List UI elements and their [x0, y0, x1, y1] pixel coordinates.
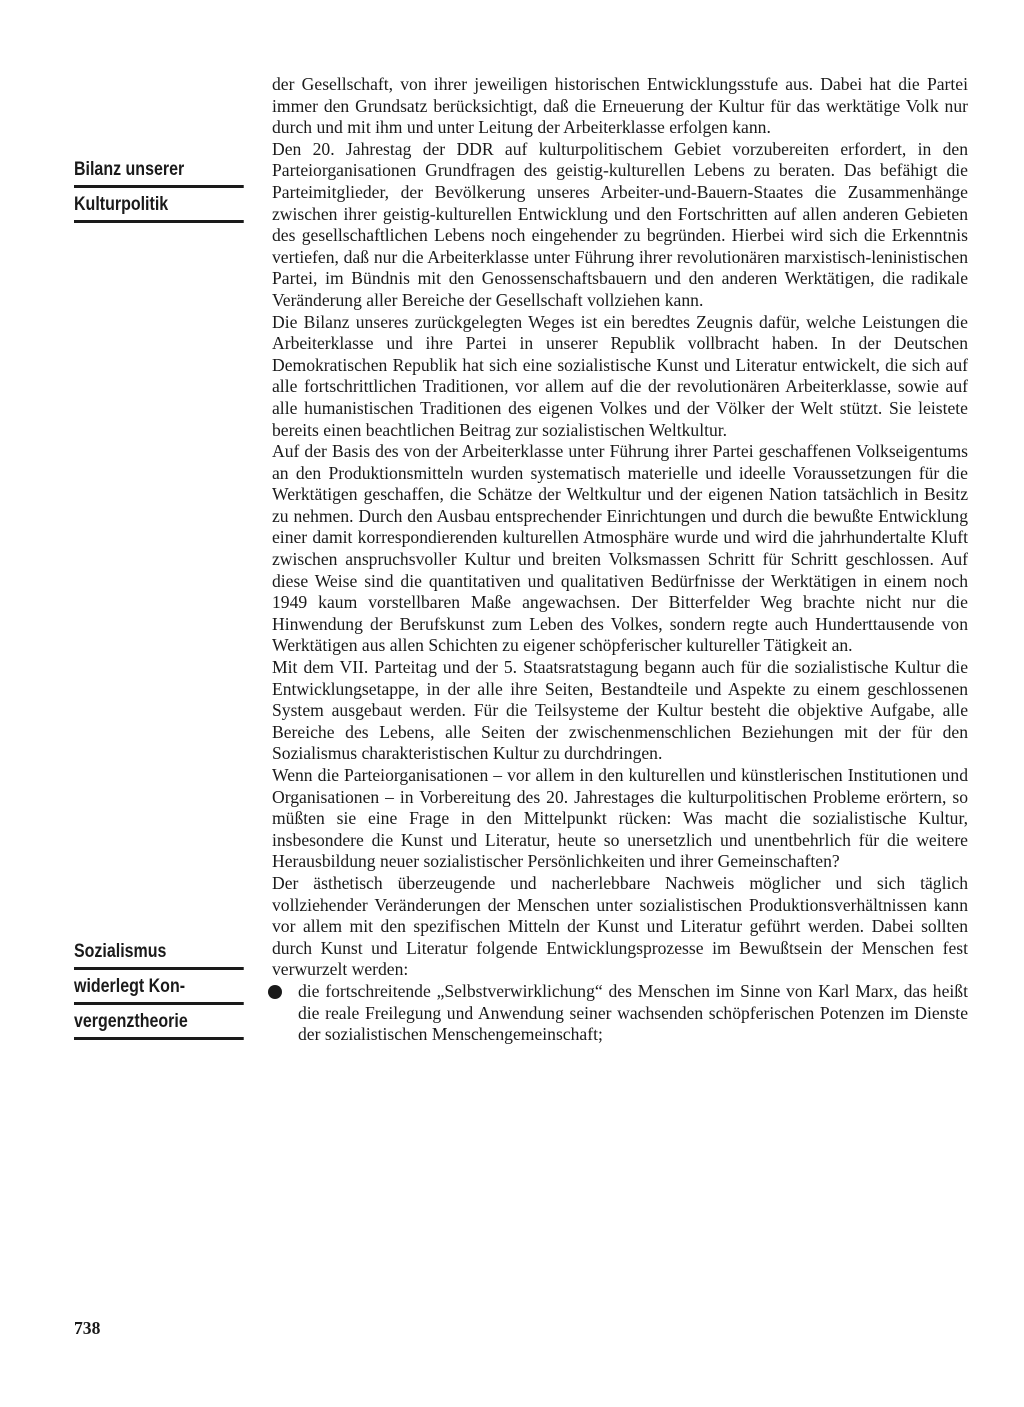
sidebar-heading-kulturpolitik — [74, 153, 213, 223]
bullet-text: die fortschreitende „Selbstverwirklichung“ des Menschen im Sinne von Karl Marx, das heißt die reale Freilegung und Anwendung seiner wachsenden schöpferischen Potenzen im Dienste der sozialistischen Menschengemeinschaft; — [298, 980, 968, 1045]
bullet-list-item — [272, 981, 968, 1046]
sidebar-heading-konvergenztheorie — [74, 935, 213, 1040]
body-paragraph: Mit dem VII. Parteitag und der 5. Staatsratstagung begann auch für die sozialistische Kultur die Entwicklungsetappe, in der alle ihre Seiten, Bestandteile und Aspekte zu einem geschlossenen System ausgebaut werden. Für die Teilsysteme der Kultur besteht die objektive Aufgabe, alle Bereiche des Lebens, alle Seiten der zwischenmenschlichen Beziehungen mit der für den Sozialismus charakteristischen Kultur zu durchdringen. — [272, 657, 968, 764]
body-paragraph: Wenn die Parteiorganisationen – vor allem in den kulturellen und künstlerischen Institutionen und Organisationen – in Vorbereitung des 20. Jahrestages die kulturpolitischen Probleme erörtern, so müßten sie eine Frage in den Mittelpunkt rücken: Was macht die sozialistische Kultur, insbesondere die Kunst und Literatur, heute so unersetzlich und unentbehrlich für die weitere Herausbildung neuer sozialistischer Persönlichkeiten und ihrer Gemeinschaften? — [272, 765, 968, 872]
body-paragraph: Die Bilanz unseres zurückgelegten Weges ist ein beredtes Zeugnis dafür, welche Leistungen die Arbeiterklasse und ihre Partei in unserer Republik vollbracht haben. In der Deutschen Demokratischen Republik hat sich eine sozialistische Kunst und Literatur entwickelt, die sich auf alle fortschrittlichen Traditionen, vor allem auf die der revolutionären Arbeiterklasse, sowie auf alle humanistischen Traditionen des eigenen Volkes und der Völker der Welt stützt. Sie leistete bereits einen beachtlichen Beitrag zur sozialistischen Weltkultur. — [272, 311, 968, 440]
bullet-dot-icon — [268, 985, 282, 999]
page-number: 738 — [74, 1318, 101, 1338]
body-paragraph: Den 20. Jahrestag der DDR auf kulturpolitischem Gebiet vorzubereiten erfordert, in den Parteiorganisationen Grundfragen des geistig-kulturellen Lebens zu beraten. Das befähigt die Parteimitglieder, der Bevölkerung unseres Arbeiter-und-Bauern-Staates die Zusammenhänge zwischen ihrer geistig-kulturellen Entwicklung und den Fortschritten auf allen anderen Gebieten des gesellschaftlichen Lebens noch eingehender zu begründen. Hierbei wird sich die Erkenntnis vertiefen, daß nur die Arbeiterklasse unter Führung ihrer revolutionären marxistisch-leninistischen Partei, im Bündnis mit den Genossenschaftsbauern und den anderen Werktätigen, die radikale Veränderung aller Bereiche der Gesellschaft vollziehen kann. — [272, 138, 968, 310]
sidebar-heading-line: vergenztheorie — [74, 1005, 244, 1040]
sidebar-heading-line: widerlegt Kon- — [74, 970, 244, 1005]
sidebar-heading-line: Bilanz unserer — [74, 153, 244, 188]
main-text-column — [272, 74, 968, 1046]
body-paragraph: der Gesellschaft, von ihrer jeweiligen historischen Entwicklungsstufe aus. Dabei hat die Partei immer den Grundsatz berücksichtigt, daß die Erneuerung der Kultur für das werktätige Volk nur durch und mit ihm und unter Leitung der Arbeiterklasse erfolgen kann. — [272, 74, 968, 138]
sidebar-heading-line: Kulturpolitik — [74, 188, 244, 223]
sidebar-heading-line: Sozialismus — [74, 935, 244, 970]
body-paragraph: Der ästhetisch überzeugende und nacherlebbare Nachweis möglicher und sich täglich vollziehender Veränderungen der Menschen unter sozialistischen Produktionsverhältnissen kann vor allem mit den spezifischen Mitteln der Kunst und Literatur geführt werden. Dabei sollten durch Kunst und Literatur folgende Entwicklungsprozesse im Bewußtsein der Menschen fest verwurzelt werden: — [272, 872, 968, 980]
body-paragraph: Auf der Basis des von der Arbeiterklasse unter Führung ihrer Partei geschaffenen Volkseigentums an den Produktionsmitteln wurden systematisch materielle und ideelle Voraussetzungen für die Werktätigen geschaffen, die Schätze der Weltkultur und der eigenen Nation tatsächlich in Besitz zu nehmen. Durch den Ausbau entsprechender Einrichtungen und durch die bewußte Entwicklung einer damit korrespondierenden kulturellen Atmosphäre wurde und wird die jahrhundertalte Kluft zwischen anspruchsvoller Kultur und breiten Volksmassen Schritt für Schritt geschlossen. Auf diese Weise sind die quantitativen und qualitativen Bedürfnisse der Werktätigen in einem noch 1949 kaum vorstellbaren Maße angewachsen. Der Bitterfelder Weg brachte nicht nur die Hinwendung der Berufskunst zum Leben des Volkes, sondern regte auch Hunderttausende von Werktätigen aus allen Schichten zu eigener schöpferischer kultureller Tätigkeit an. — [272, 441, 968, 656]
